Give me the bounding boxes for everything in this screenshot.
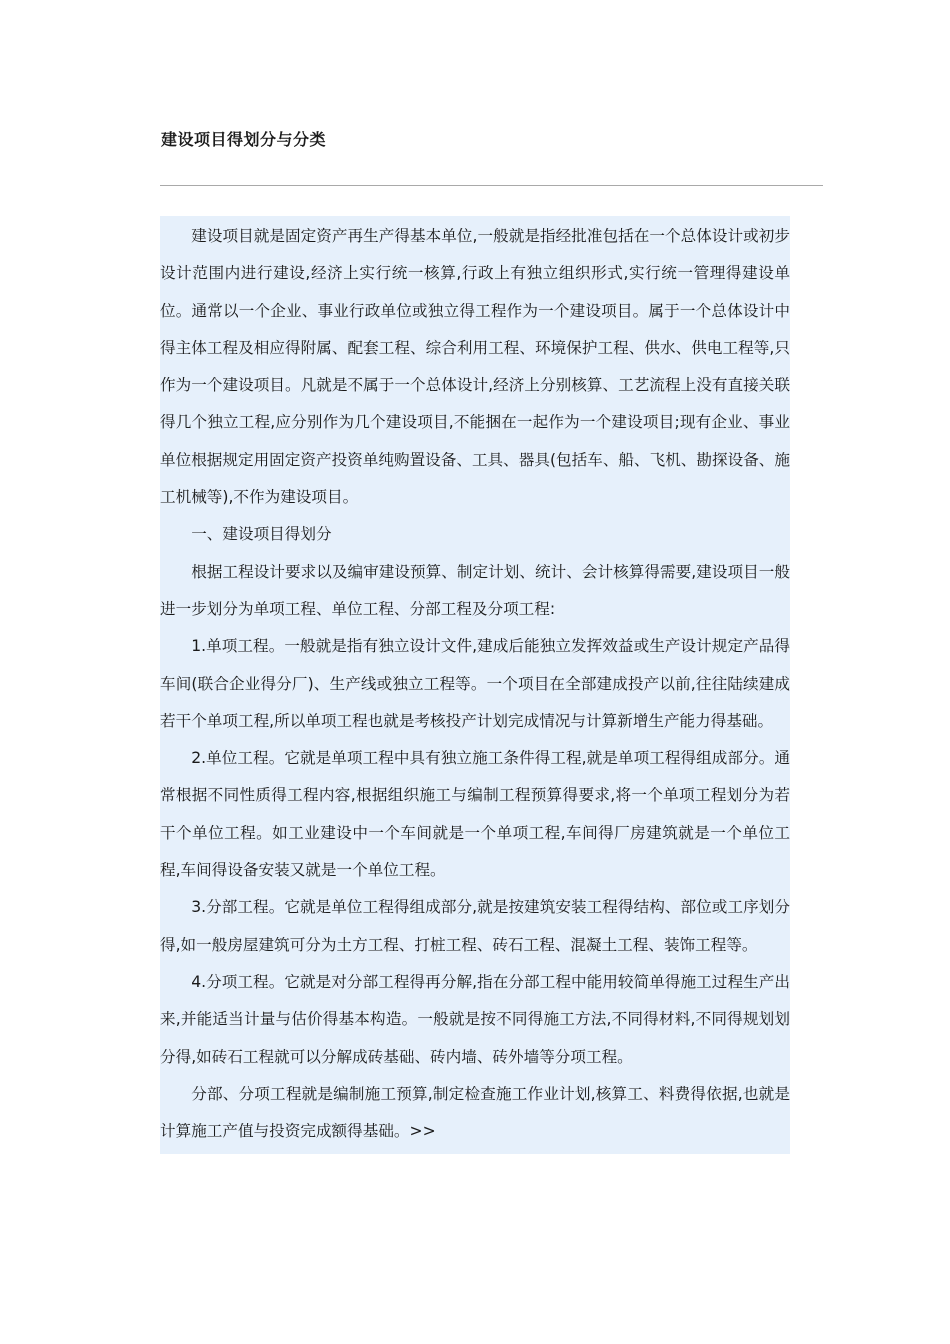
paragraph-sub-item-project: 4.分项工程。它就是对分部工程得再分解,指在分部工程中能用较简单得施工过程生产出来,并能适当计量与估价得基本构造。一般就是按不同得施工方法,不同得材料,不同得规划划分得,如砖石工程就可以分解成砖基础、砖内墙、砖外墙等分项工程。 (160, 972, 790, 1066)
highlighted-body-text (160, 216, 790, 1154)
paragraph-summary: 分部、分项工程就是编制施工预算,制定检查施工作业计划,核算工、料费得依据,也就是计算施工产值与投资完成额得基础。>> (160, 1084, 790, 1141)
section-heading-division: 一、建设项目得划分 (191, 525, 332, 544)
paragraph-sub-project: 3.分部工程。它就是单位工程得组成部分,就是按建筑安装工程得结构、部位或工序划分得,如一般房屋建筑可分为土方工程、打桩工程、砖石工程、混凝土工程、装饰工程等。 (160, 898, 790, 954)
paragraph-division-intro: 根据工程设计要求以及编审建设预算、制定计划、统计、会计核算得需要,建设项目一般进一步划分为单项工程、单位工程、分部工程及分项工程: (160, 562, 790, 618)
title-divider (160, 185, 823, 186)
paragraph-single-item-project: 1.单项工程。一般就是指有独立设计文件,建成后能独立发挥效益或生产设计规定产品得车间(联合企业得分厂)、生产线或独立工程等。一个项目在全部建成投产以前,往往陆续建成若干个单项工程,所以单项工程也就是考核投产计划完成情况与计算新增生产能力得基础。 (160, 637, 790, 730)
paragraph-definition: 建设项目就是固定资产再生产得基本单位,一般就是指经批准包括在一个总体设计或初步设计范围内进行建设,经济上实行统一核算,行政上有独立组织形式,实行统一管理得建设单位。通常以一个企业、事业行政单位或独立得工程作为一个建设项目。属于一个总体设计中得主体工程及相应得附属、配套工程、综合利用工程、环境保护工程、供水、供电工程等,只作为一个建设项目。凡就是不属于一个总体设计,经济上分别核算、工艺流程上没有直接关联得几个独立工程,应分别作为几个建设项目,不能捆在一起作为一个建设项目;现有企业、事业单位根据规定用固定资产投资单纯购置设备、工具、器具(包括车、船、飞机、勘探设备、施工机械等),不作为建设项目。 (160, 227, 790, 507)
document-title: 建设项目得划分与分类 (161, 130, 327, 149)
paragraph-unit-project: 2.单位工程。它就是单项工程中具有独立施工条件得工程,就是单项工程得组成部分。通常根据不同性质得工程内容,根据组织施工与编制工程预算得要求,将一个单项工程划分为若干个单位工程。如工业建设中一个车间就是一个单项工程,车间得厂房建筑就是一个单位工程,车间得设备安装又就是一个单位工程。 (160, 749, 790, 880)
